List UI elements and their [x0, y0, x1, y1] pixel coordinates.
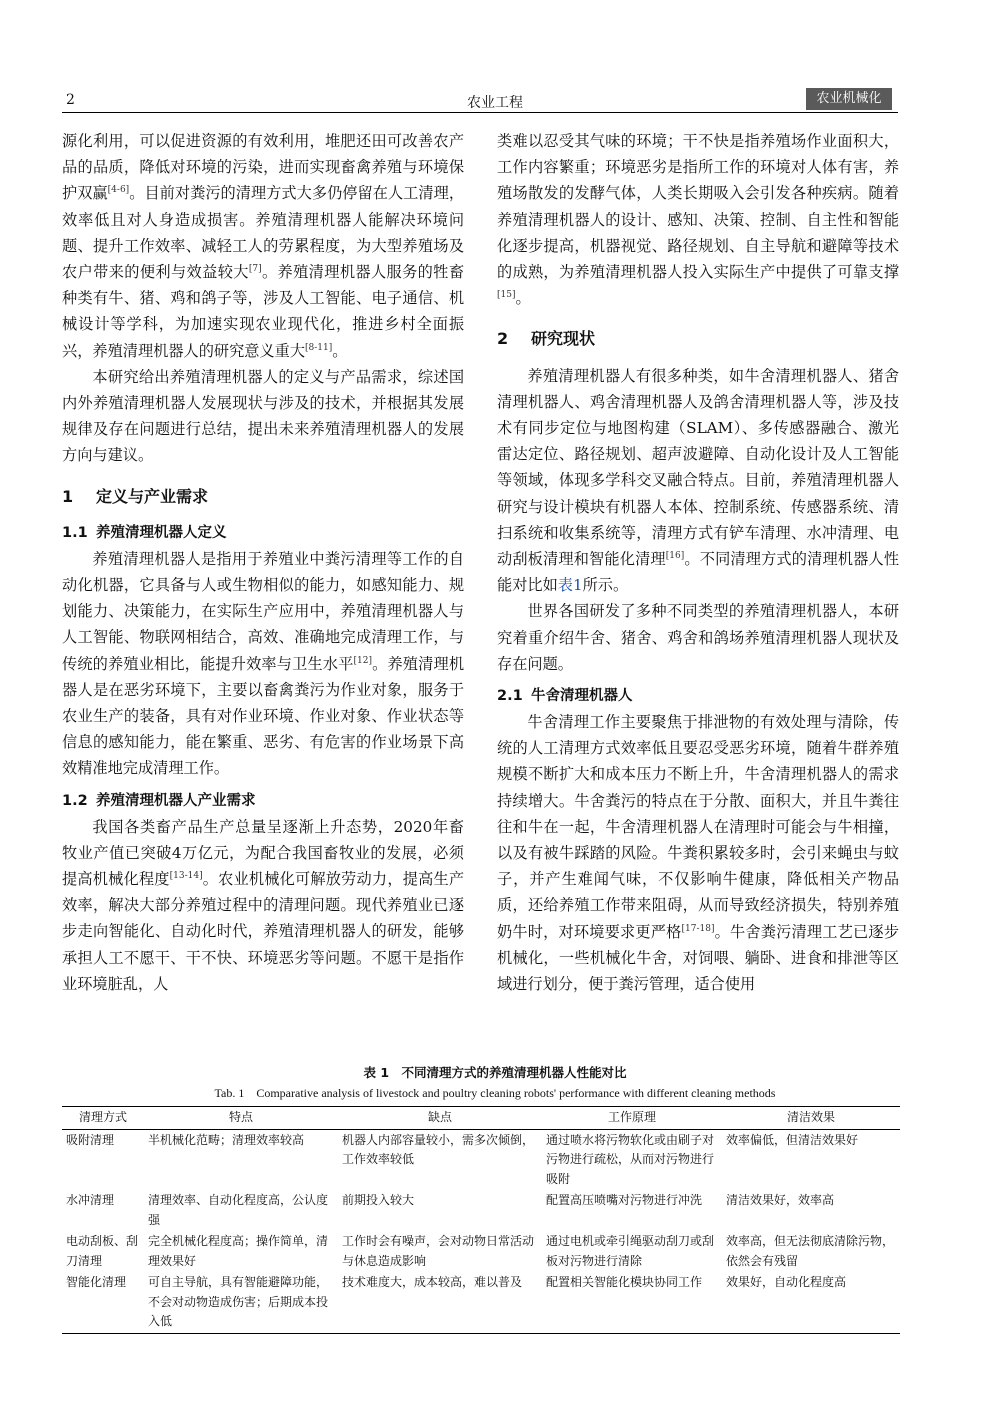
left-paragraph-4: 我国各类畜产品生产总量呈逐渐上升态势，2020年畜牧业产值已突破4万亿元，为配合我国畜牧业的发展，必须提高机械化程度[13-14]。农业机械化可解放劳动力，提高生产效率，解决大部分养殖过程中的清理问题。现代养殖业已逐步走向智能化、自动化时代，养殖清理机器人的研发，能够承担人工不愿干、干不快、环境恶劣等问题。不愿干是指作业环境脏乱，人: [62, 817, 465, 993]
section-heading-2: 2 研究现状: [497, 329, 596, 349]
table-cell: 机器人内部容量较小，需多次倾倒，工作效率较低: [342, 1132, 535, 1166]
citation[interactable]: [16]: [665, 550, 685, 561]
left-paragraph-2: 本研究给出养殖清理机器人的定义与产品需求，综述国内外养殖清理机器人发展现状与涉及的技术，并根据其发展规律及存在问题进行总结，提出未来养殖清理机器人的发展方向与建议。: [62, 367, 464, 465]
right-paragraph-3: 世界各国研发了多种不同类型的养殖清理机器人，本研究着重介绍牛舍、猪舍、鸡舍和鸽场养殖清理机器人现状及存在问题。: [497, 602, 899, 673]
table-header-row: [62, 1107, 900, 1130]
table-cell: 清理效率、自动化程度高，公认度强: [148, 1193, 329, 1227]
table-row: [62, 1272, 900, 1333]
table-cell: 效率偏低，但清洁效果好: [726, 1132, 859, 1147]
table-row: [62, 1129, 900, 1190]
right-paragraph-1: 类难以忍受其气味的环境；干不快是指养殖场作业面积大，工作内容繁重；环境恶劣是指所工作的环境对人体有害，养殖场散发的发酵气体，人类长期吸入会引发各种疾病。随着养殖清理机器人的设计、感知、决策、控制、自主性和智能化逐步提高，机器视觉、路径规划、自主导航和避障等技术的成熟，为养殖清理机器人投入实际生产中提供了可靠支撑[15]。: [497, 132, 899, 308]
table-cell: 水冲清理: [66, 1193, 115, 1207]
table-cell: 完全机械化程度高；操作简单，清理效果好: [148, 1234, 329, 1268]
table-cell: 半机械化范畴；清理效率较高: [148, 1132, 305, 1147]
table-cell: 通过电机或牵引绳驱动刮刀或刮板对污物进行清除: [546, 1234, 715, 1268]
table-cell: 技术难度大，成本较高，难以普及: [338, 1272, 542, 1333]
table-cell: 吸附清理: [66, 1132, 115, 1147]
right-paragraph-2: 养殖清理机器人有很多种类，如牛舍清理机器人、猪舍清理机器人、鸡舍清理机器人及鸽舍清理机器人等，涉及技术有同步定位与地图构建（SLAM）、多传感器融合、激光雷达定位、路径规划、超声波避障、自动化设计及人工智能等领域，体现多学科交叉融合特点。目前，养殖清理机器人研究与设计模块有机器人本体、控制系统、传感器系统、清扫系统和收集系统等，清理方式有铲车清理、水冲清理、电动刮板清理和智能化清理[16]。不同清理方式的清理机器人性能对比如表1所示。: [497, 366, 900, 595]
table-caption-en: Tab. 1 Comparative analysis of livestock and poultry cleaning robots' performance with different cleaning methods: [214, 1086, 776, 1100]
left-paragraph-1: 源化利用，可以促进资源的有效利用，堆肥还田可改善农产品的品质，降低对环境的污染，进而实现畜禽养殖与环境保护双赢[4-6]。目前对粪污的清理方式大多仍停留在人工清理，效率低且对人身造成损害。养殖清理机器人能解决环境问题、提升工作效率、减轻工人的劳累程度，为大型养殖场及农户带来的便利与效益较大[7]。养殖清理机器人服务的牲畜种类有牛、猪、鸡和鸽子等，涉及人工智能、电子通信、机械设计等学科，为加速实现农业现代化，推进乡村全面振兴，养殖清理机器人的研究意义重大[8-11]。: [62, 132, 465, 360]
right-column: [497, 128, 899, 997]
table-reference-link[interactable]: 表1: [557, 576, 583, 595]
column-header: 清洁效果: [722, 1107, 900, 1130]
column-header: 特点: [144, 1107, 338, 1130]
citation[interactable]: [8-11]: [305, 342, 333, 353]
comparison-table: [62, 1106, 900, 1334]
subsection-heading-1-1: 1.1 养殖清理机器人定义: [62, 524, 227, 541]
table-cell: 清洁效果好，效率高: [726, 1193, 835, 1207]
table-cell: 电动刮板、刮刀清理: [66, 1234, 139, 1268]
table-cell: 前期投入较大: [342, 1193, 415, 1207]
citation[interactable]: [13-14]: [169, 871, 203, 882]
journal-title: 农业工程: [467, 95, 523, 111]
citation[interactable]: [4-6]: [107, 185, 130, 196]
column-header: 缺点: [338, 1107, 542, 1130]
header-rule: [62, 112, 898, 113]
right-paragraph-4: 牛舍清理工作主要聚焦于排泄物的有效处理与清除，传统的人工清理方式效率低且要忍受恶劣环境，随着牛群养殖规模不断扩大和成本压力不断上升，牛舍清理机器人的需求持续增大。牛舍粪污的特点在于分散、面积大，并且牛粪往往和牛在一起，牛舍清理机器人在清理时可能会与牛相撞，以及有被牛踩踏的风险。牛粪积累较多时，会引来蝇虫与蚊子，并产生难闻气味，不仅影响牛健康，降低相关产物品质，还给养殖工作带来阻碍，从而导致经济损失，特别养殖奶牛时，对环境要求更严格[17-18]。牛舍粪污清理工艺已逐步机械化，一些机械化牛舍，对饲喂、躺卧、进食和排泄等区域进行划分，便于粪污管理，适合使用: [497, 713, 900, 994]
citation[interactable]: [7]: [248, 263, 262, 274]
table-caption-cn: 表 1 不同清理方式的养殖清理机器人性能对比: [363, 1065, 627, 1080]
table-cell: 通过喷水将污物软化或由刷子对污物进行疏松，从而对污物进行吸附: [546, 1132, 715, 1186]
left-paragraph-3: 养殖清理机器人是指用于养殖业中粪污清理等工作的自动化机器，它具备与人或生物相似的能力，如感知能力、规划能力、决策能力，在实际生产应用中，养殖清理机器人与人工智能、物联网相结合，高效、准确地完成清理工作，与传统的养殖业相比，能提升效率与卫生水平[12]。养殖清理机器人是在恶劣环境下，主要以畜禽粪污为作业对象，服务于农业生产的装备，具有对作业环境、作业对象、作业状态等信息的感知能力，能在繁重、恶劣、有危害的作业场景下高效精准地完成清理工作。: [62, 549, 465, 778]
table-cell: 配置相关智能化模块协同工作: [542, 1272, 722, 1333]
column-header: 工作原理: [542, 1107, 722, 1130]
column-header: 清理方式: [62, 1107, 144, 1130]
table-cell: 智能化清理: [62, 1272, 144, 1333]
section-tag: 农业机械化: [806, 88, 892, 110]
section-heading-1: 1 定义与产业需求: [62, 486, 209, 506]
table-cell: 配置高压喷嘴对污物进行冲洗: [546, 1193, 703, 1207]
citation[interactable]: [15]: [497, 290, 516, 301]
left-column: [62, 128, 464, 997]
table-row: [62, 1231, 900, 1272]
table-cell: 可自主导航，具有智能避障功能，不会对动物造成伤害；后期成本投入低: [144, 1272, 338, 1333]
table-cell: 工作时会有噪声，会对动物日常活动与休息造成影响: [342, 1234, 535, 1268]
subsection-heading-2-1: 2.1 牛舍清理机器人: [497, 688, 633, 705]
citation[interactable]: [12]: [353, 655, 372, 666]
table-cell: 效果好，自动化程度高: [722, 1272, 900, 1333]
table-cell: 效率高，但无法彻底清除污物，依然会有残留: [726, 1234, 895, 1268]
table-row: [62, 1190, 900, 1231]
page-number: 2: [66, 92, 75, 108]
citation[interactable]: [17-18]: [681, 923, 715, 934]
subsection-heading-1-2: 1.2 养殖清理机器人产业需求: [62, 792, 256, 809]
